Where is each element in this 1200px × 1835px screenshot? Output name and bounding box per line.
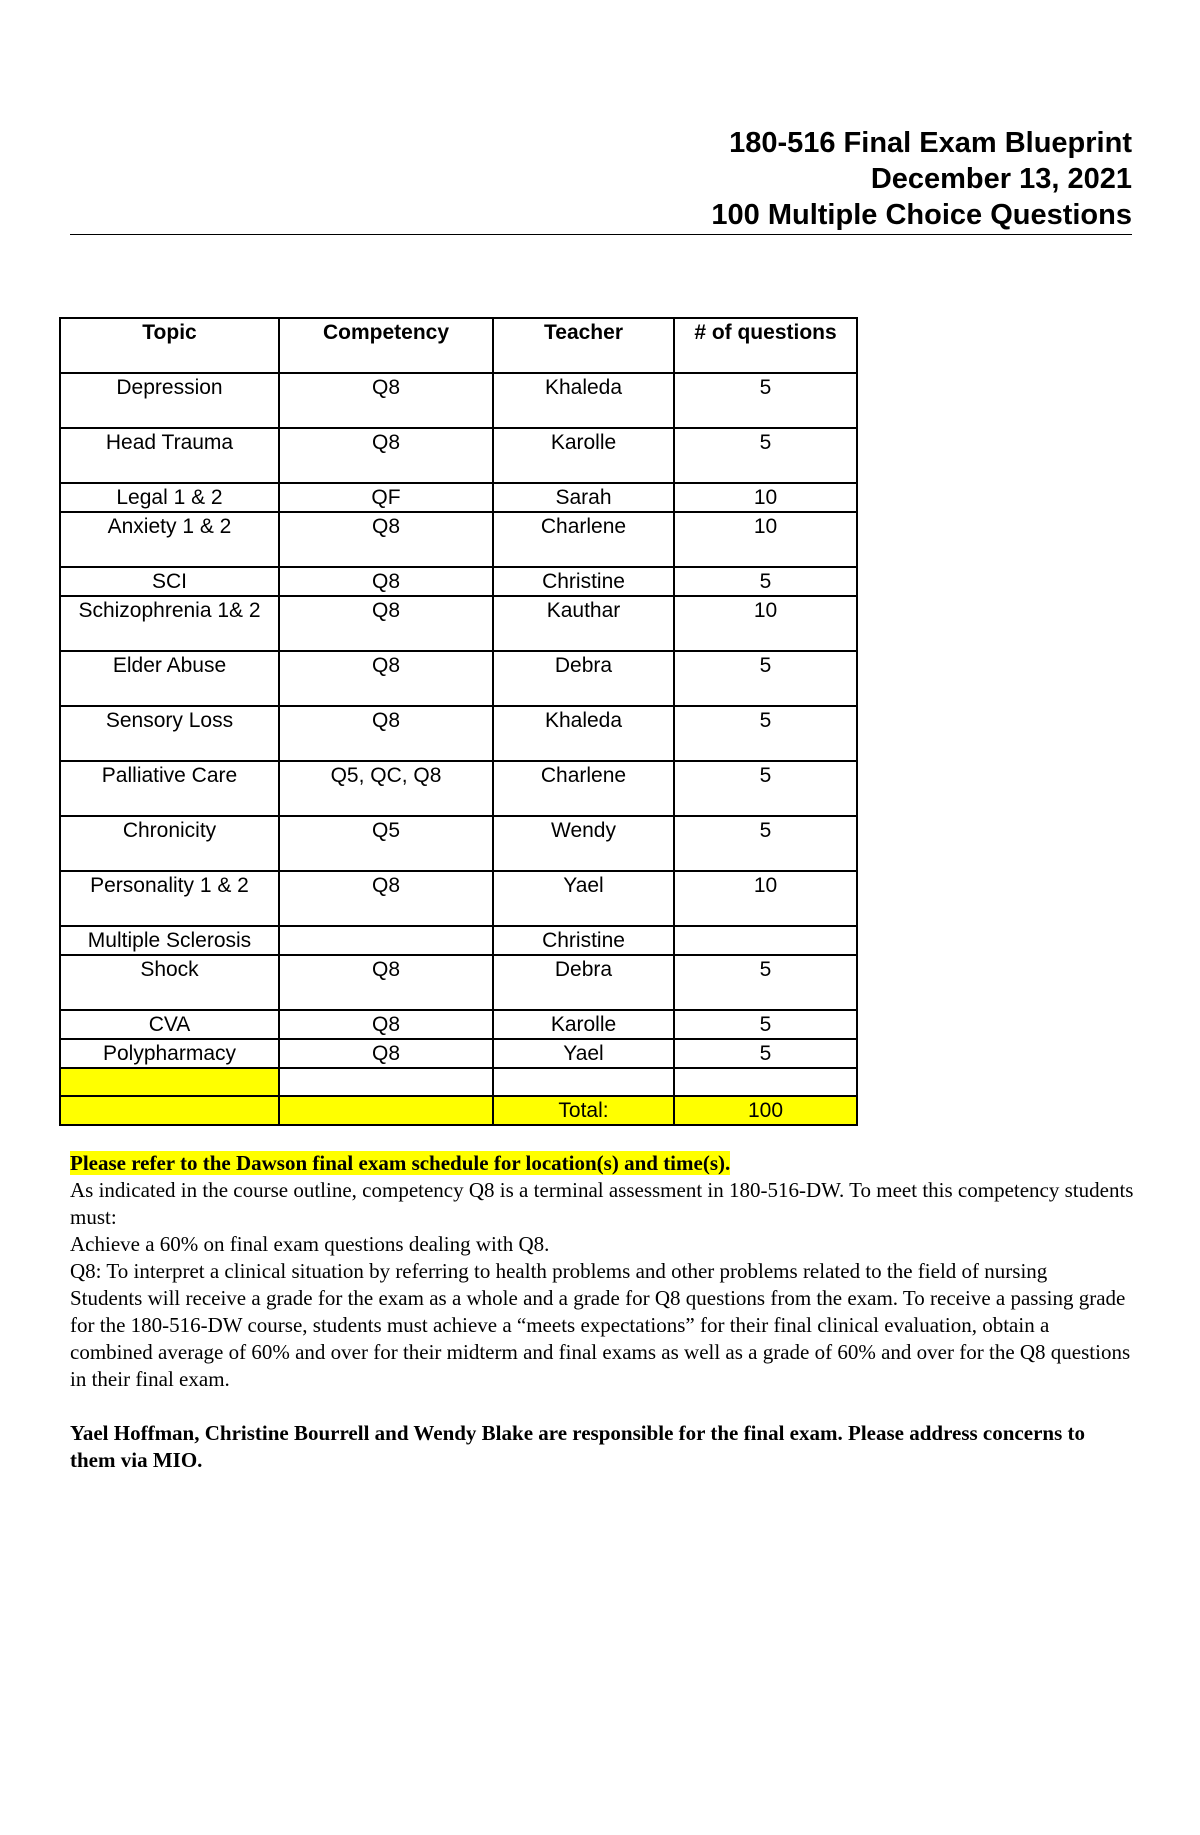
competency-cell: Q8 bbox=[279, 373, 493, 428]
competency-cell: Q8 bbox=[279, 1010, 493, 1039]
total-empty-cell bbox=[279, 1096, 493, 1125]
questions-cell: 5 bbox=[674, 816, 857, 871]
table-row bbox=[60, 706, 857, 761]
table-row bbox=[60, 567, 857, 596]
topic-cell: Personality 1 & 2 bbox=[60, 871, 279, 926]
teacher-cell: Charlene bbox=[493, 761, 674, 816]
table-row bbox=[60, 373, 857, 428]
exam-title: 180-516 Final Exam Blueprint bbox=[729, 127, 1132, 159]
total-empty-cell bbox=[60, 1096, 279, 1125]
topic-cell: Depression bbox=[60, 373, 279, 428]
exam-date: December 13, 2021 bbox=[870, 163, 1132, 195]
topic-cell: SCI bbox=[60, 567, 279, 596]
questions-cell: 5 bbox=[674, 955, 857, 1010]
questions-cell: 5 bbox=[674, 651, 857, 706]
teacher-cell: Yael bbox=[493, 1039, 674, 1068]
competency-cell: Q8 bbox=[279, 567, 493, 596]
spacer bbox=[70, 1393, 1135, 1420]
teacher-cell bbox=[493, 1068, 674, 1096]
table-row bbox=[60, 761, 857, 816]
column-header-competency: Competency bbox=[279, 318, 493, 373]
schedule-notice: Please refer to the Dawson final exam schedule for location(s) and time(s). bbox=[70, 1151, 731, 1175]
table-header-row bbox=[60, 318, 857, 373]
teacher-cell: Wendy bbox=[493, 816, 674, 871]
topic-cell: Chronicity bbox=[60, 816, 279, 871]
topic-cell: Head Trauma bbox=[60, 428, 279, 483]
questions-cell: 5 bbox=[674, 428, 857, 483]
topic-cell: Multiple Sclerosis bbox=[60, 926, 279, 955]
topic-cell: CVA bbox=[60, 1010, 279, 1039]
competency-cell: Q5 bbox=[279, 816, 493, 871]
questions-cell: 10 bbox=[674, 596, 857, 651]
teacher-cell: Kauthar bbox=[493, 596, 674, 651]
competency-cell: Q8 bbox=[279, 871, 493, 926]
exam-notes bbox=[70, 1150, 1135, 1474]
table-row bbox=[60, 651, 857, 706]
document-header bbox=[70, 125, 1132, 233]
teacher-cell: Karolle bbox=[493, 428, 674, 483]
competency-cell: Q8 bbox=[279, 651, 493, 706]
competency-cell: Q8 bbox=[279, 706, 493, 761]
teacher-cell: Charlene bbox=[493, 512, 674, 567]
questions-cell: 10 bbox=[674, 871, 857, 926]
table-row bbox=[60, 1010, 857, 1039]
q8-definition: Q8: To interpret a clinical situation by referring to health problems and other problems related to the field of nursing bbox=[70, 1259, 1048, 1283]
table-row bbox=[60, 955, 857, 1010]
topic-cell: Shock bbox=[60, 955, 279, 1010]
questions-cell: 5 bbox=[674, 373, 857, 428]
teacher-cell: Yael bbox=[493, 871, 674, 926]
teacher-cell: Christine bbox=[493, 926, 674, 955]
competency-cell: Q8 bbox=[279, 428, 493, 483]
topic-cell: Sensory Loss bbox=[60, 706, 279, 761]
blueprint-table bbox=[59, 317, 858, 1126]
questions-cell bbox=[674, 926, 857, 955]
header-divider bbox=[70, 234, 1132, 235]
topic-cell: Legal 1 & 2 bbox=[60, 483, 279, 512]
competency-cell bbox=[279, 1068, 493, 1096]
competency-cell: Q8 bbox=[279, 955, 493, 1010]
questions-cell bbox=[674, 1068, 857, 1096]
topic-cell: Elder Abuse bbox=[60, 651, 279, 706]
teacher-cell: Christine bbox=[493, 567, 674, 596]
table-row bbox=[60, 871, 857, 926]
topic-cell: Palliative Care bbox=[60, 761, 279, 816]
total-value: 100 bbox=[674, 1096, 857, 1125]
responsible-notice: Yael Hoffman, Christine Bourrell and Wendy Blake are responsible for the final exam. Please address concerns to them via MIO. bbox=[70, 1421, 1085, 1472]
questions-cell: 10 bbox=[674, 512, 857, 567]
table-row bbox=[60, 1068, 857, 1096]
grading-policy: Students will receive a grade for the exam as a whole and a grade for Q8 questions from the exam. To receive a passing grade for the 180-516-DW course, students must achieve a “meets expectations” for their final clinical evaluation, obtain a combined average of 60% and over for their midterm and final exams as well as a grade of 60% and over for the Q8 questions in their final exam. bbox=[70, 1286, 1131, 1391]
teacher-cell: Khaleda bbox=[493, 706, 674, 761]
topic-cell: Polypharmacy bbox=[60, 1039, 279, 1068]
teacher-cell: Karolle bbox=[493, 1010, 674, 1039]
topic-cell: Anxiety 1 & 2 bbox=[60, 512, 279, 567]
questions-cell: 10 bbox=[674, 483, 857, 512]
table-row bbox=[60, 926, 857, 955]
q8-requirement: Achieve a 60% on final exam questions dealing with Q8. bbox=[70, 1232, 550, 1256]
competency-cell: Q5, QC, Q8 bbox=[279, 761, 493, 816]
table-row bbox=[60, 428, 857, 483]
questions-cell: 5 bbox=[674, 567, 857, 596]
competency-cell bbox=[279, 926, 493, 955]
topic-cell bbox=[60, 1068, 279, 1096]
column-header-topic: Topic bbox=[60, 318, 279, 373]
competency-cell: Q8 bbox=[279, 596, 493, 651]
teacher-cell: Debra bbox=[493, 651, 674, 706]
questions-cell: 5 bbox=[674, 706, 857, 761]
table-row bbox=[60, 483, 857, 512]
competency-cell: Q8 bbox=[279, 512, 493, 567]
exam-format: 100 Multiple Choice Questions bbox=[711, 199, 1132, 231]
table-row bbox=[60, 816, 857, 871]
table-row bbox=[60, 512, 857, 567]
teacher-cell: Debra bbox=[493, 955, 674, 1010]
competency-cell: Q8 bbox=[279, 1039, 493, 1068]
total-row bbox=[60, 1096, 857, 1125]
teacher-cell: Khaleda bbox=[493, 373, 674, 428]
questions-cell: 5 bbox=[674, 1010, 857, 1039]
topic-cell: Schizophrenia 1& 2 bbox=[60, 596, 279, 651]
questions-cell: 5 bbox=[674, 761, 857, 816]
competency-intro: As indicated in the course outline, competency Q8 is a terminal assessment in 180-516-DW. To meet this competency students must: bbox=[70, 1178, 1134, 1229]
table-row bbox=[60, 596, 857, 651]
column-header-questions: # of questions bbox=[674, 318, 857, 373]
column-header-teacher: Teacher bbox=[493, 318, 674, 373]
table-row bbox=[60, 1039, 857, 1068]
total-label: Total: bbox=[493, 1096, 674, 1125]
questions-cell: 5 bbox=[674, 1039, 857, 1068]
teacher-cell: Sarah bbox=[493, 483, 674, 512]
competency-cell: QF bbox=[279, 483, 493, 512]
